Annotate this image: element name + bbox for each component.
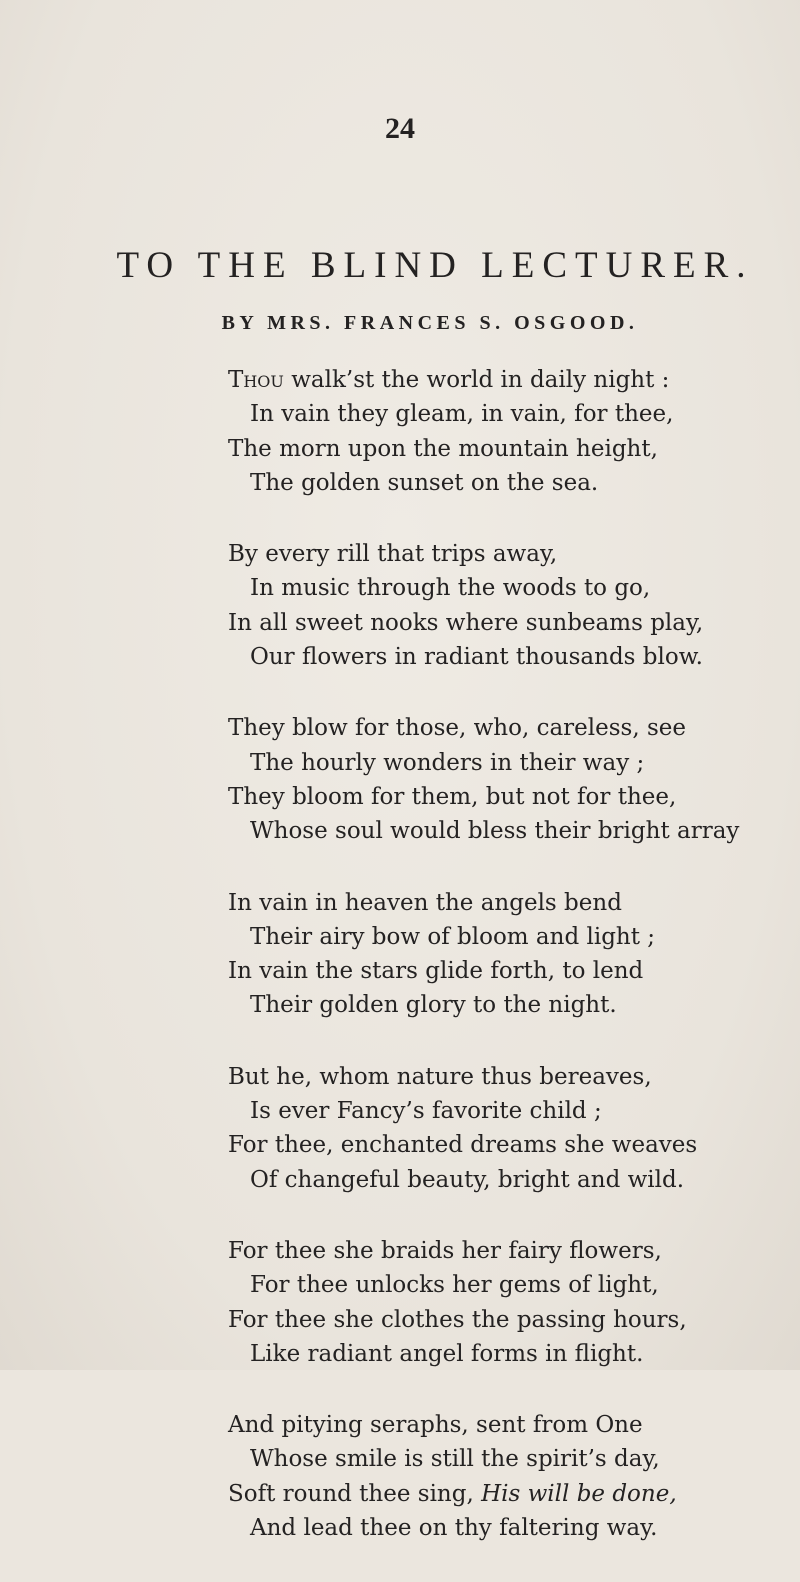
poem-line: Their airy bow of bloom and light ; xyxy=(250,923,656,950)
poem-line: In vain they gleam, in vain, for thee, xyxy=(250,401,674,428)
poem-line: In music through the woods to go, xyxy=(250,575,651,602)
poem-line: Is ever Fancy’s favorite child ; xyxy=(250,1098,602,1125)
stanza xyxy=(228,1234,788,1371)
poem-line: For thee she clothes the passing hours, xyxy=(228,1306,687,1333)
poem-line: And lead thee on thy faltering way. xyxy=(250,1515,658,1542)
page-number: 24 xyxy=(385,112,415,145)
poem-byline: BY MRS. FRANCES S. OSGOOD. xyxy=(221,312,639,334)
poem-line xyxy=(228,1477,788,1511)
poem-line: In all sweet nooks where sunbeams play, xyxy=(228,609,704,636)
poem-line: But he, whom nature thus bereaves, xyxy=(228,1063,652,1090)
poem-line: By every rill that trips away, xyxy=(228,541,558,568)
line-text: Soft round thee sing, xyxy=(228,1480,482,1507)
line-text: walk’st the world in daily night : xyxy=(283,367,670,393)
poem-line: In vain in heaven the angels bend xyxy=(228,889,622,916)
italic-phrase: His will be done, xyxy=(481,1480,677,1507)
poem-title: TO THE BLIND LECTURER. xyxy=(116,245,754,286)
poem-line: And pitying seraphs, sent from One xyxy=(228,1412,643,1439)
poem-line: The morn upon the mountain height, xyxy=(228,435,658,462)
poem-line: They bloom for them, but not for thee, xyxy=(228,783,677,810)
poem-line xyxy=(228,363,788,397)
poem-line: For thee, enchanted dreams she weaves xyxy=(228,1132,698,1159)
poem-line: Whose soul would bless their bright array xyxy=(250,818,740,845)
poem-line: Their golden glory to the night. xyxy=(250,992,617,1019)
poem-line: Of changeful beauty, bright and wild. xyxy=(250,1166,685,1193)
stanza xyxy=(228,711,788,848)
poem-line: The golden sunset on the sea. xyxy=(250,469,599,496)
poem-line: The hourly wonders in their way ; xyxy=(250,749,645,776)
poem-line: For thee she braids her fairy flowers, xyxy=(228,1237,662,1264)
stanza xyxy=(228,886,788,1023)
poem-line: In vain the stars glide forth, to lend xyxy=(228,958,644,985)
stanza xyxy=(228,363,788,500)
poem-line: Our flowers in radiant thousands blow. xyxy=(250,644,703,671)
poem-line: For thee unlocks her gems of light, xyxy=(250,1272,659,1299)
poem-line: Whose smile is still the spirit’s day, xyxy=(250,1446,660,1473)
stanza xyxy=(228,537,788,674)
drop-word: Thou xyxy=(228,367,284,393)
poem-line: They blow for those, who, careless, see xyxy=(228,715,686,742)
poem-line: Like radiant angel forms in flight. xyxy=(250,1340,644,1367)
poem-body xyxy=(228,363,788,1582)
stanza xyxy=(228,1060,788,1197)
stanza xyxy=(228,1408,788,1545)
